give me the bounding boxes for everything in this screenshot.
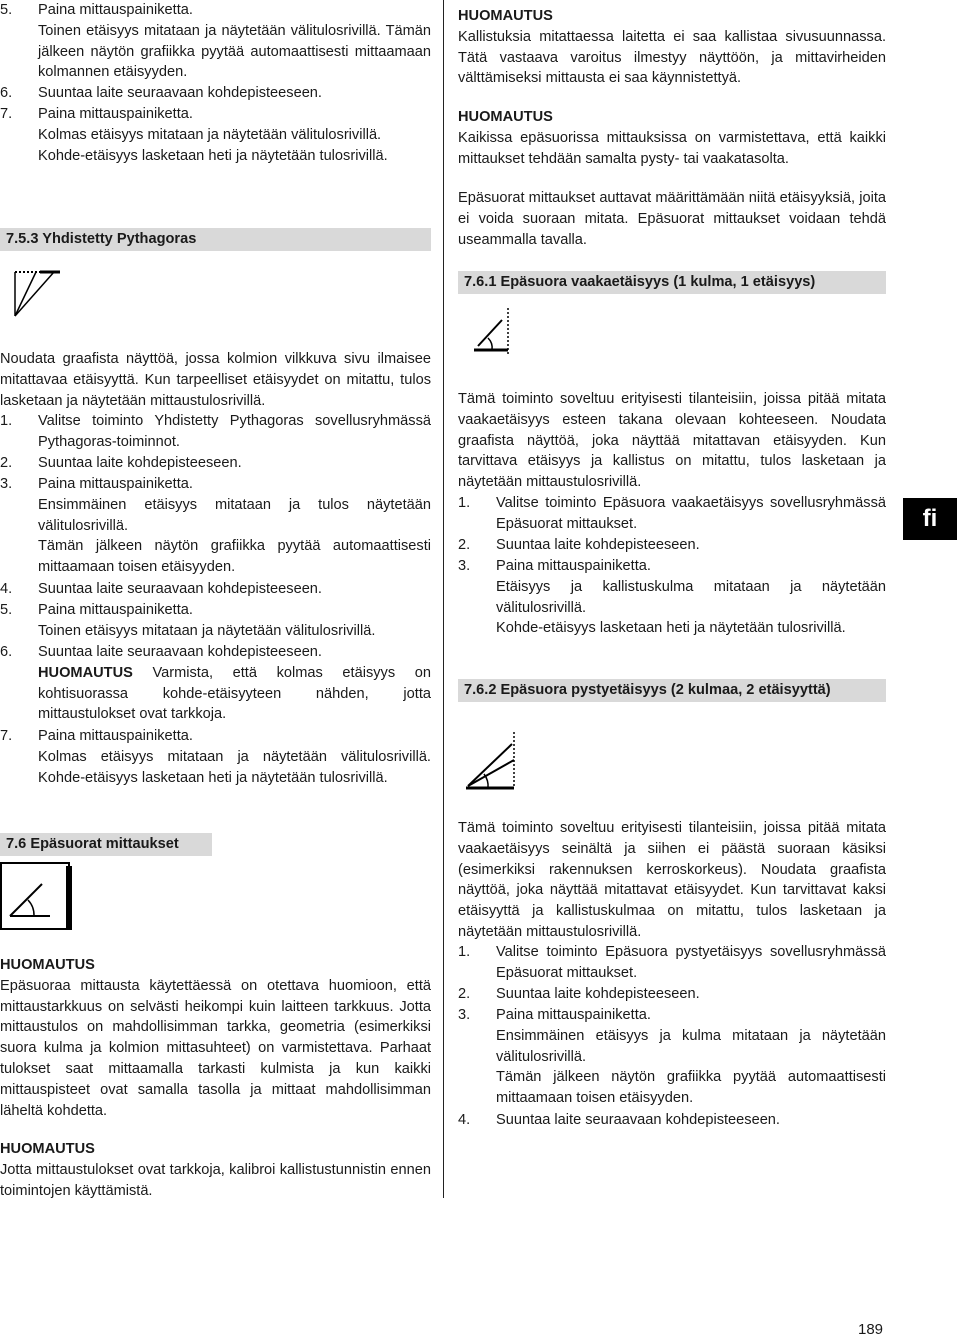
section-heading-7-6: 7.6 Epäsuorat mittaukset [0,833,212,856]
language-tab: fi [903,498,957,540]
pythagoras-triangle-icon [10,264,64,324]
section-heading-7-6-2: 7.6.2 Epäsuora pystyetäisyys (2 kulmaa, 2 etäisyyttä) [458,679,886,702]
list-item: 3. Paina mittauspainiketta. Ensimmäinen etäisyys mitataan ja tulos näytetään välitulosrivillä. Tämän jälkeen näytön grafiikka pyytää automaattisesti mittaamaan toisen etäisyyden. [0,476,431,576]
section-heading-7-6-1: 7.6.1 Epäsuora vaakaetäisyys (1 kulma, 1 etäisyys) [458,271,886,294]
list-item: 4. Suuntaa laite seuraavaan kohdepisteeseen. [0,581,322,597]
list-item: 1. Valitse toiminto Yhdistetty Pythagoras sovellusryhmässä Pythagoras-toiminnot. [0,413,431,450]
horizontal-distance-icon [470,306,520,362]
list-item: 7. Paina mittauspainiketta. Kolmas etäisyys mitataan ja näytetään välitulosrivillä. Kohde-etäisyys lasketaan heti ja näytetään tulosrivillä. [0,106,388,164]
list-item: 5. Paina mittauspainiketta. Toinen etäisyys mitataan ja näytetään välitulosrivillä. [0,602,376,639]
notice-block: HUOMAUTUS Jotta mittaustulokset ovat tarkkoja, kalibroi kallistustunnistin ennen toimintojen käyttämistä. [0,1141,431,1199]
intro-paragraph: Tämä toiminto soveltuu erityisesti tilanteisiin, joissa pitää mitata vaakaetäisyys esteen takana olevaan kohteeseen. Noudata graafista näyttöä, joka näyttää mitattavan etäisyyden. Kun tarvittava etäisyys ja kallistus on mitattu, tulos lasketaan ja näytetään mittaustulosrivillä. [458,391,886,491]
indirect-measurement-icon [0,862,74,932]
paragraph: Epäsuorat mittaukset auttavat määrittämään niitä etäisyyksiä, joita ei voida suoraan mitata. Epäsuorat mittaukset voidaan tehdä useammalla tavalla. [458,190,886,248]
list-item: 3. Paina mittauspainiketta. Etäisyys ja kallistuskulma mitataan ja näytetään välitulosrivillä. Kohde-etäisyys lasketaan heti ja näytetään tulosrivillä. [458,558,886,637]
notice-block: HUOMAUTUS Kallistuksia mitattaessa laitetta ei saa kallistaa sivusuunnassa. Tätä vastaava varoitus ilmestyy näyttöön, ja mittavirheiden välttämiseksi mittausta ei saa käynnistettyä. [458,8,886,87]
notice-block: HUOMAUTUS Epäsuoraa mittausta käytettäessä on otettava huomioon, että mittaustarkkuus on selvästi heikompi kuin laitteen tarkkuus. Jotta mittaustulos on mahdollisimman tarkka, geometria (esimerkiksi suora kulma ja kolmion mittasuhteet) on varmistettava. Parhaat tulokset saat mittaamalla tarkasti kulmista ja kun kaikki mittauspisteet ovat samalla tasolla ja mittaat mahdollisimman läheltä kohdetta. [0,957,431,1119]
page-number: 189 [858,1321,884,1338]
column-separator [443,0,444,1198]
list-item: 1. Valitse toiminto Epäsuora pystyetäisyys sovellusryhmässä Epäsuorat mittaukset. [458,944,886,981]
section-heading-7-5-3: 7.5.3 Yhdistetty Pythagoras [0,228,431,251]
vertical-distance-icon [462,730,524,794]
list-item: 6. Suuntaa laite seuraavaan kohdepisteeseen. [0,85,322,101]
list-item: 4. Suuntaa laite seuraavaan kohdepisteeseen. [458,1112,780,1128]
list-item: 7. Paina mittauspainiketta. Kolmas etäisyys mitataan ja näytetään välitulosrivillä. Kohde-etäisyys lasketaan heti ja näytetään tulosrivillä. [0,728,431,786]
list-item: 5. Paina mittauspainiketta. Toinen etäisyys mitataan ja näytetään välitulosrivillä. Tämän jälkeen näytön grafiikka pyytää automaattisesti mittaamaan kolmannen etäisyyden. [0,2,431,81]
notice-block: HUOMAUTUS Kaikissa epäsuorissa mittauksissa on varmistettava, että kaikki mittaukset tehdään samalta pysty- tai vaakatasolta. [458,109,886,167]
list-item: 2. Suuntaa laite kohdepisteeseen. [458,986,700,1002]
list-item: 2. Suuntaa laite kohdepisteeseen. [0,455,242,471]
list-item: 2. Suuntaa laite kohdepisteeseen. [458,537,700,553]
list-item: 3. Paina mittauspainiketta. Ensimmäinen etäisyys ja kulma mitataan ja näytetään välitulosrivillä. Tämän jälkeen näytön grafiikka pyytää automaattisesti mittaamaan toisen etäisyyden. [458,1007,886,1107]
list-item: 1. Valitse toiminto Epäsuora vaakaetäisyys sovellusryhmässä Epäsuorat mittaukset. [458,495,886,532]
list-item: 6. Suuntaa laite seuraavaan kohdepisteeseen. HUOMAUTUS Varmista, että kolmas etäisyys on kohtisuorassa kohde-etäisyyteen nähden, jotta mittaustulokset ovat tarkkoja. [0,644,431,723]
intro-paragraph: Noudata graafista näyttöä, jossa kolmion vilkkuva sivu ilmaisee mitattavaa etäisyyttä. Kun tarpeelliset etäisyydet on mitattu, tulos lasketaan ja näytetään mittaustulosrivillä. [0,351,431,409]
intro-paragraph: Tämä toiminto soveltuu erityisesti tilanteisiin, joissa pitää mitata vaakaetäisyys seinältä ja siihen ei päästä suoraan käsiksi (esimerkiksi rakennuksen kerroskorkeus). Noudata graafista näyttöä, joka näyttää mitattavat etäisyydet. Kun tarvittavat kaksi etäisyyttä ja kallistuskulmaa on mitattu, tulos lasketaan ja näytetään mittaustulosrivillä. [458,820,886,940]
